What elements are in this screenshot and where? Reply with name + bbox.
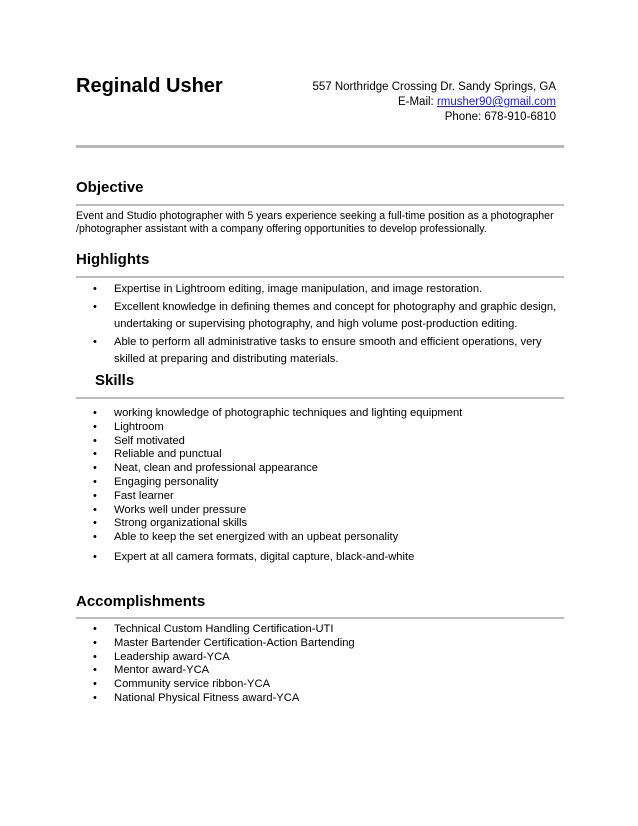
objective-line-1: Event and Studio photographer with 5 years experience seeking a full-time position as a photographer bbox=[76, 210, 554, 222]
objective-divider bbox=[76, 204, 564, 206]
list-item: • National Physical Fitness award-YCA bbox=[76, 692, 570, 706]
objective-heading: Objective bbox=[76, 179, 144, 196]
list-item: • Technical Custom Handling Certification-UTI bbox=[76, 623, 570, 637]
skills-divider bbox=[76, 397, 564, 399]
highlights-heading: Highlights bbox=[76, 251, 150, 268]
accomplishments-divider bbox=[76, 617, 564, 619]
list-item: • Able to perform all administrative tasks to ensure smooth and efficient operations, very skilled at preparing and distributing materials. bbox=[76, 334, 570, 368]
accomplishments-heading: Accomplishments bbox=[76, 593, 206, 610]
skills-list bbox=[76, 407, 570, 565]
list-item: • Able to keep the set energized with an upbeat personality bbox=[76, 531, 570, 545]
list-item: • Self motivated bbox=[76, 435, 570, 449]
list-item: • Leadership award-YCA bbox=[76, 651, 570, 665]
list-item: • Master Bartender Certification-Action Bartending bbox=[76, 637, 570, 651]
list-item: • Engaging personality bbox=[76, 476, 570, 490]
objective-line-2: /photographer assistant with a company offering opportunities to develop professionally. bbox=[76, 223, 487, 235]
list-item: • Strong organizational skills bbox=[76, 517, 570, 531]
list-item: • Lightroom bbox=[76, 421, 570, 435]
highlights-divider bbox=[76, 276, 564, 278]
list-item: • Expertise in Lightroom editing, image manipulation, and image restoration. bbox=[76, 281, 570, 298]
list-item: • Reliable and punctual bbox=[76, 448, 570, 462]
list-item: • Neat, clean and professional appearance bbox=[76, 462, 570, 476]
header-divider bbox=[76, 145, 564, 148]
list-item: • Mentor award-YCA bbox=[76, 664, 570, 678]
applicant-name: Reginald Usher bbox=[76, 75, 223, 97]
email-line bbox=[312, 95, 556, 110]
address: 557 Northridge Crossing Dr. Sandy Springs, GA bbox=[312, 81, 556, 93]
email-label: E-Mail: bbox=[397, 96, 437, 108]
list-item: • Expert at all camera formats, digital capture, black-and-white bbox=[76, 551, 570, 565]
phone: Phone: 678-910-6810 bbox=[444, 111, 556, 123]
email-link[interactable]: rmusher90@gmail.com bbox=[436, 96, 556, 108]
highlights-list bbox=[76, 281, 570, 369]
list-item: • working knowledge of photographic techniques and lighting equipment bbox=[76, 407, 570, 421]
list-item: • Fast learner bbox=[76, 490, 570, 504]
list-item: • Community service ribbon-YCA bbox=[76, 678, 570, 692]
skills-heading: Skills bbox=[95, 372, 135, 389]
accomplishments-list bbox=[76, 623, 570, 706]
objective-text bbox=[76, 210, 576, 236]
list-item: • Excellent knowledge in defining themes and concept for photography and graphic design, undertaking or supervising photography, and high volume post-production editing. bbox=[76, 299, 570, 333]
list-item: • Works well under pressure bbox=[76, 504, 570, 518]
contact-block bbox=[312, 80, 556, 125]
